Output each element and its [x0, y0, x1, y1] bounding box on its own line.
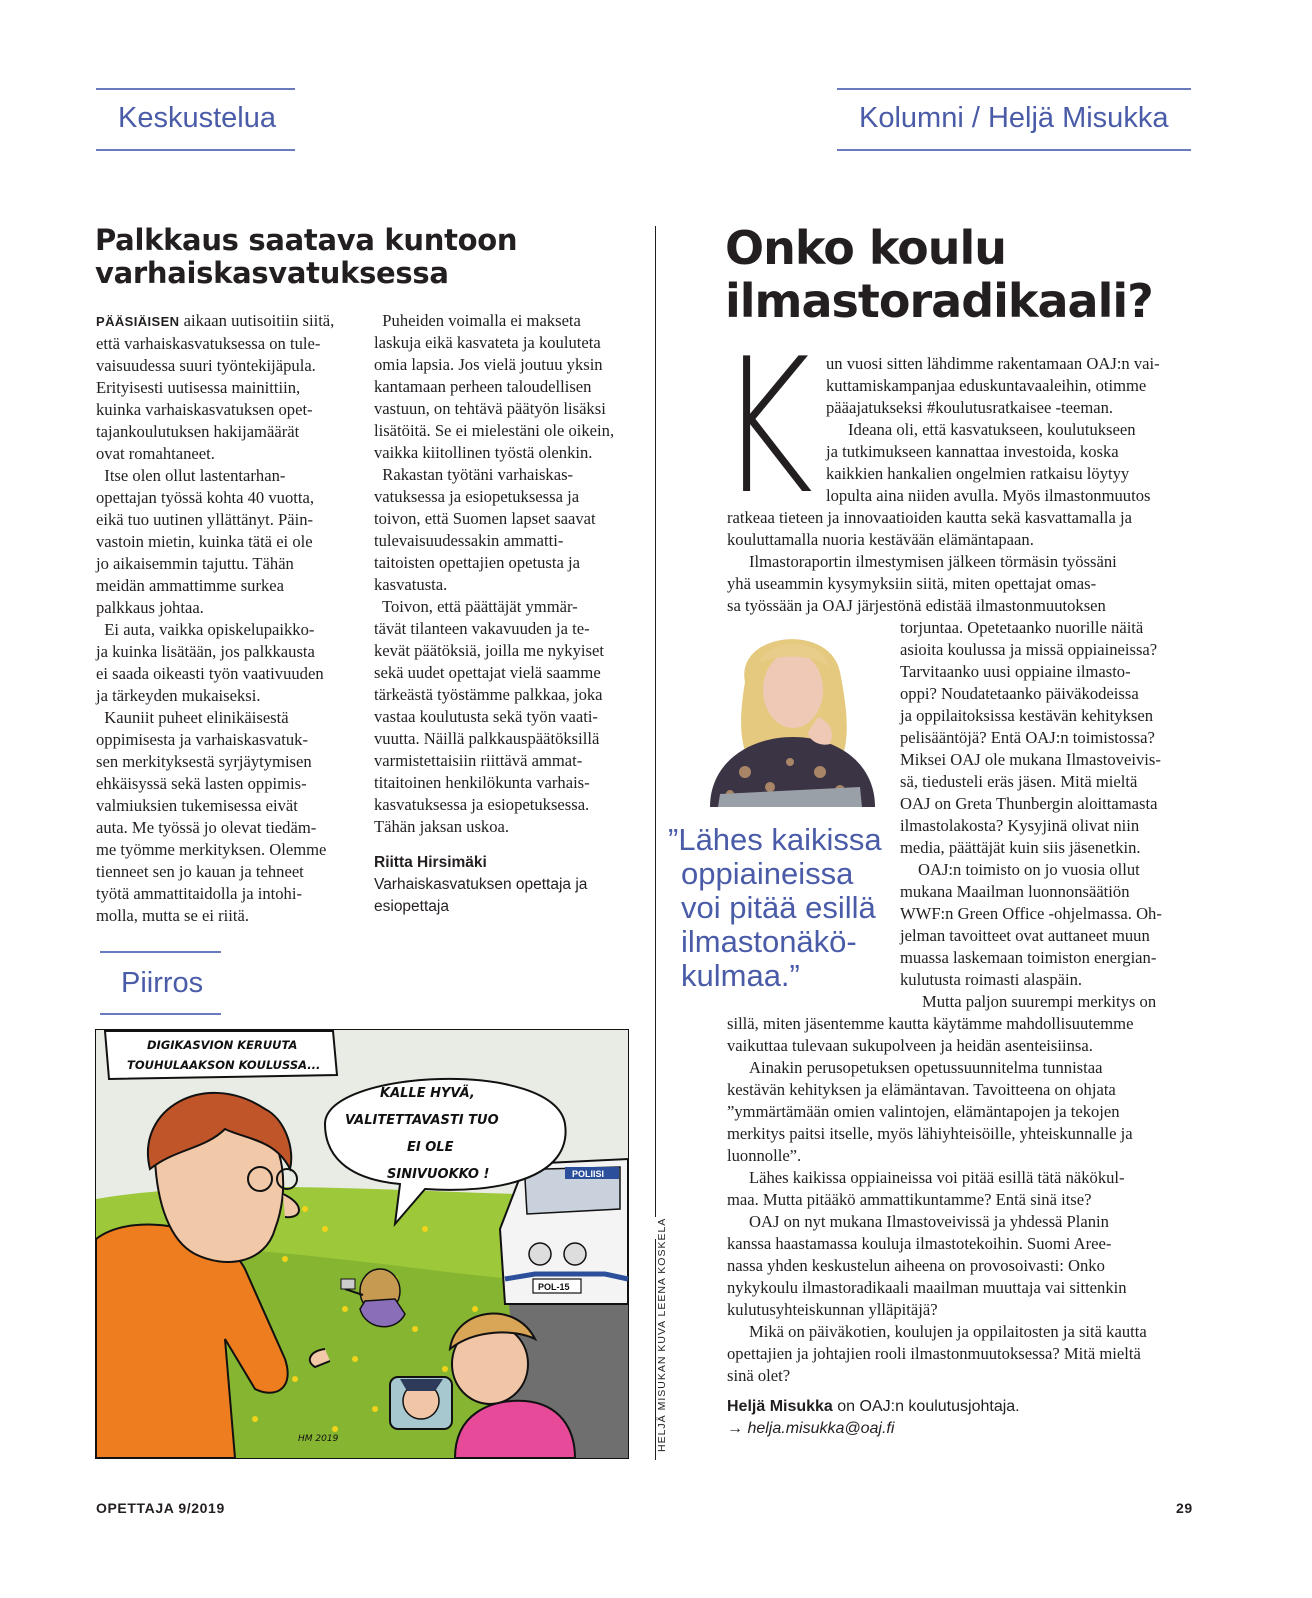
- column-text-line: kulutusta roimasti alaspäin.: [900, 970, 1083, 989]
- text-line: [96, 641, 358, 663]
- column-author-name: Heljä Misukka: [727, 1398, 833, 1415]
- line-text: ja tärkeyden mukaiseksi.: [96, 686, 261, 705]
- line-text: ovat romahtaneet.: [96, 444, 215, 463]
- column-text-line: ilmastolakosta? Kysyjinä olivat niin: [900, 816, 1140, 835]
- line-text: toivon, että Suomen lapset saavat: [374, 509, 596, 528]
- text-line: [96, 619, 358, 641]
- text-line: [96, 883, 358, 905]
- line-text: kasvatuksessa ja esiopetuksessa.: [374, 795, 590, 814]
- text-line: [374, 662, 642, 684]
- text-line: [374, 684, 642, 706]
- section-label-kolumni: Kolumni / Heljä Misukka: [859, 102, 1169, 134]
- line-text: eikä tuo uutinen yllättänyt. Päin-: [96, 510, 314, 529]
- line-text: vatuksessa ja esiopetuksessa ja: [374, 487, 580, 506]
- line-text: vastoin mietin, kuinka tätä ei ole: [96, 532, 313, 551]
- text-line: [96, 531, 358, 553]
- text-line: [374, 750, 642, 772]
- column-text-line: Tarvitaanko uusi oppiaine ilmasto-: [900, 662, 1131, 681]
- column-title-line2: ilmastoradikaali?: [725, 274, 1153, 328]
- text-line: [374, 530, 642, 552]
- line-text: ja kuinka lisätään, jos palkkausta: [96, 642, 315, 661]
- quote-line-5: kulmaa.”: [681, 958, 800, 993]
- text-line: [374, 464, 642, 486]
- column-text-line: sä, tiedusteli eräs jäsen. Mitä mieltä: [900, 772, 1138, 791]
- line-text: aikaan uutisoitiin siitä,: [179, 311, 335, 330]
- text-line: [374, 596, 642, 618]
- text-line: [374, 772, 642, 794]
- text-line: [374, 486, 642, 508]
- column-text-line: yhä useammin kysymyksiin siitä, miten opettajat omas-: [727, 574, 1097, 593]
- line-text: oppimisesta ja varhaiskasvatuk-: [96, 730, 308, 749]
- column-text-line: oppi? Noudatetaanko päiväkodeissa: [900, 684, 1139, 703]
- quote-line-2: oppiaineissa: [681, 856, 854, 891]
- line-text: meidän ammattimme surkea: [96, 576, 285, 595]
- letter-author: Riitta Hirsimäki: [374, 854, 487, 871]
- column-text-line: torjuntaa. Opetetaanko nuorille näitä: [900, 618, 1144, 637]
- pull-quote: [668, 823, 882, 993]
- text-line: [96, 487, 358, 509]
- letter-title-line2: varhaiskasvatuksessa: [95, 256, 449, 290]
- line-text: tulevaisuudessakin ammatti-: [374, 531, 564, 550]
- column-text-line: nykykoulu ilmastoradikaali maailman muuttaja vai sittenkin: [727, 1278, 1127, 1297]
- column-text-line: kanssa haastamassa kouluja ilmastotekoihin. Suomi Aree-: [727, 1234, 1112, 1253]
- column-text-line: sinä olet?: [727, 1366, 791, 1385]
- text-line: [374, 508, 642, 530]
- line-text: sen merkityksestä syrjäytymisen: [96, 752, 312, 771]
- line-text: lisätöitä. Se ei mielestäni ole oikein,: [374, 421, 615, 440]
- drop-cap: K: [718, 318, 814, 535]
- line-text: ei saada oikeasti työn vaativuuden: [96, 664, 324, 683]
- column-text-line: kouluttamalla nuoria kestävään elämäntapaan.: [727, 530, 1034, 549]
- letter-title: [95, 224, 517, 290]
- column-text-line: asioita koulussa ja missä oppiaineissa?: [900, 640, 1158, 659]
- column-text-line: Lähes kaikissa oppiaineissa voi pitää esillä tätä näkökul-: [749, 1168, 1125, 1187]
- text-line: [96, 773, 358, 795]
- piirros-top-rule: [100, 951, 221, 953]
- column-text-line: mukana Maailman luonnonsäätiön: [900, 882, 1130, 901]
- text-line: [374, 794, 642, 816]
- column-text-line: kestävän kehityksen ja elämäntavan. Tavoitteena on ohjata: [727, 1080, 1116, 1099]
- column-text-line: pelisääntöjä? Entä OAJ:n toimistossa?: [900, 728, 1155, 747]
- line-text: taitoisten opettajien opetusta ja: [374, 553, 580, 572]
- photo-credit-rule: [655, 1217, 656, 1239]
- line-text: Puheiden voimalla ei makseta: [374, 311, 581, 330]
- column-text-line: maa. Mutta pitääkö ammattikuntamme? Entä sinä itse?: [727, 1190, 1092, 1209]
- section-label-keskustelua: Keskustelua: [118, 102, 276, 134]
- text-line: [96, 905, 358, 927]
- text-line: [374, 618, 642, 640]
- bubble-line-3: EI OLE: [407, 1140, 454, 1155]
- cartoon-caption-line2: TOUHULAAKSON KOULUSSA...: [127, 1058, 321, 1072]
- text-line: [96, 465, 358, 487]
- column-text-line: muassa laskemaan toimiston energian-: [900, 948, 1157, 967]
- column-text-line: un vuosi sitten lähdimme rakentamaan OAJ:n vai-: [826, 354, 1160, 373]
- line-text: tienneet sen jo kauan ja tehneet: [96, 862, 304, 881]
- line-text: työtä ammattitaidolla ja intohi-: [96, 884, 302, 903]
- column-text-line: luonnolle”.: [727, 1146, 802, 1165]
- line-text: Rakastan työtäni varhaiskas-: [374, 465, 574, 484]
- quote-line-3: voi pitää esillä: [681, 890, 876, 925]
- text-line: [374, 332, 642, 354]
- column-text-line: ja tutkimukseen kannattaa investoida, koska: [826, 442, 1119, 461]
- author-portrait: [690, 622, 890, 807]
- line-text: molla, mutta se ei riitä.: [96, 906, 249, 925]
- column-text-line: media, päättäjät kuin siis jäsenetkin.: [900, 838, 1141, 857]
- line-text: Itse olen ollut lastentarhan-: [96, 466, 286, 485]
- column-text-line: ja oppilaitoksissa kestävän kehityksen: [900, 706, 1154, 725]
- text-line: [374, 728, 642, 750]
- line-text: Tähän jaksan uskoa.: [374, 817, 510, 836]
- text-line: [374, 354, 642, 376]
- line-text: vastuun, on tehtävä päätyön lisäksi: [374, 399, 606, 418]
- text-line: [96, 707, 358, 729]
- kolumni-bottom-rule: [837, 149, 1191, 151]
- column-text-line: OAJ on Greta Thunbergin aloittamasta: [900, 794, 1158, 813]
- footer-page-number: 29: [1176, 1500, 1193, 1516]
- kolumni-top-rule: [837, 88, 1191, 90]
- line-text: titaitoinen henkilökunta varhais-: [374, 773, 590, 792]
- text-line: [96, 795, 358, 817]
- column-title-line1: Onko koulu: [725, 221, 1007, 275]
- text-line: [374, 640, 642, 662]
- column-text-line: pääajatukseksi #koulutusratkaisee -teeman.: [826, 398, 1114, 417]
- keskustelua-bottom-rule: [96, 149, 295, 151]
- text-line: [96, 729, 358, 751]
- column-text-line: vaikuttaa tulevaan sukupolveen ja heidän asenteisiinsa.: [727, 1036, 1093, 1055]
- bubble-line-4: SINIVUOKKO !: [387, 1167, 490, 1182]
- line-text: Ei auta, vaikka opiskelupaikko-: [96, 620, 315, 639]
- text-line: [374, 442, 642, 464]
- text-line: [96, 355, 358, 377]
- car-plate: POL-15: [538, 1282, 570, 1292]
- text-line: [96, 310, 358, 333]
- letter-column-1: [96, 310, 358, 927]
- column-text-line: lopulta aina niiden avulla. Myös ilmastonmuutos: [826, 486, 1151, 505]
- column-text-line: OAJ on nyt mukana Ilmastoveivissä ja yhdessä Planin: [749, 1212, 1109, 1231]
- letter-signature: [374, 852, 587, 918]
- column-text-line: Mutta paljon suurempi merkitys on: [922, 992, 1157, 1011]
- column-text-line: WWF:n Green Office -ohjelmassa. Oh-: [900, 904, 1162, 923]
- letter-column-2: [374, 310, 642, 838]
- line-text: tajankoulutuksen hakijamäärät: [96, 422, 300, 441]
- cartoon-caption-line1: DIGIKASVION KERUUTA: [147, 1038, 298, 1052]
- text-line: [96, 663, 358, 685]
- letter-title-line1: Palkkaus saatava kuntoon: [95, 223, 518, 257]
- quote-line-1: ”Lähes kaikissa: [668, 822, 882, 857]
- column-text-line: Ainakin perusopetuksen opetussuunnitelma tunnistaa: [749, 1058, 1103, 1077]
- letter-author-title-2: esiopettaja: [374, 898, 449, 915]
- bubble-line-2: VALITETTAVASTI TUO: [345, 1113, 499, 1128]
- text-line: [96, 597, 358, 619]
- author-email-link[interactable]: → helja.misukka@oaj.fi: [727, 1420, 895, 1437]
- line-text: vuutta. Näillä palkkauspäätöksillä: [374, 729, 600, 748]
- column-text-line: ”ymmärtämään omien valintojen, elämäntapojen ja tekojen: [727, 1102, 1120, 1121]
- column-text-line: kuttamiskampanjaa eduskuntavaaleihin, otimme: [826, 376, 1147, 395]
- cartoon-caption-box: [105, 1031, 337, 1079]
- column-text-line: Ilmastoraportin ilmestymisen jälkeen törmäsin työssäni: [749, 552, 1117, 571]
- line-text: kantamaan perheen taloudellisen: [374, 377, 592, 396]
- text-line: [96, 377, 358, 399]
- text-line: [374, 376, 642, 398]
- text-line: [96, 751, 358, 773]
- lead-word: PÄÄSIÄISEN: [96, 314, 180, 329]
- line-text: Kauniit puheet elinikäisestä: [96, 708, 289, 727]
- line-text: me työmme merkityksen. Olemme: [96, 840, 327, 859]
- text-line: [96, 421, 358, 443]
- line-text: Toivon, että päättäjät ymmär-: [374, 597, 578, 616]
- column-text-line: merkitys paitsi itselle, myös lähiyhteisöille, yhteiskunnalle ja: [727, 1124, 1133, 1143]
- piirros-bottom-rule: [100, 1013, 221, 1015]
- quote-line-4: ilmastonäkö-: [681, 924, 857, 959]
- text-line: [96, 817, 358, 839]
- cartoon-signature: HM 2019: [298, 1434, 339, 1444]
- line-text: tärkeästä työstämme palkkaa, joka: [374, 685, 603, 704]
- line-text: omia lapsia. Jos vielä joutuu yksin: [374, 355, 603, 374]
- line-text: jo aikaisemmin tajuttu. Tähän: [96, 554, 294, 573]
- text-line: [374, 816, 642, 838]
- line-text: kasvatusta.: [374, 575, 448, 594]
- text-line: [96, 685, 358, 707]
- cartoon-illustration: [95, 1029, 629, 1459]
- text-line: [374, 310, 642, 332]
- line-text: valmiuksien tukemisessa eivät: [96, 796, 298, 815]
- text-line: [374, 552, 642, 574]
- text-line: [96, 861, 358, 883]
- column-text-line: sa työssään ja OAJ järjestönä edistää ilmastonmuutoksen: [727, 596, 1106, 615]
- column-text-line: OAJ:n toimisto on jo vuosia ollut: [918, 860, 1140, 879]
- text-line: [96, 839, 358, 861]
- text-line: [96, 399, 358, 421]
- car-label: POLIISI: [572, 1169, 605, 1179]
- line-text: että varhaiskasvatuksessa on tule-: [96, 334, 321, 353]
- column-text-line: nassa yhden keskustelun aiheena on provosoivasti: Onko: [727, 1256, 1105, 1275]
- line-text: laskuja eikä kasvateta ja kouluteta: [374, 333, 601, 352]
- text-line: [374, 706, 642, 728]
- column-text-line: Ideana oli, että kasvatukseen, koulutukseen: [848, 420, 1136, 439]
- line-text: kevät päätöksiä, joilla me nykyiset: [374, 641, 604, 660]
- column-text-line: kaikkien hankalien ongelmien ratkaisu löytyy: [826, 464, 1130, 483]
- line-text: tävät tilanteen vakavuuden ja te-: [374, 619, 590, 638]
- column-text-line: opettajien ja johtajien rooli ilmastonmuutoksessa? Mitä mieltä: [727, 1344, 1141, 1363]
- text-line: [96, 509, 358, 531]
- line-text: kuinka varhaiskasvatuksen opet-: [96, 400, 313, 419]
- column-text-line: ratkeaa tieteen ja innovaatioiden kautta sekä kasvattamalla ja: [727, 508, 1132, 527]
- text-line: [96, 443, 358, 465]
- column-text-line: Mikä on päiväkotien, koulujen ja oppilaitosten ja sitä kautta: [749, 1322, 1147, 1341]
- line-text: varmistettaisiin riittävä ammat-: [374, 751, 583, 770]
- column-text-line: sillä, miten jäsentemme kautta käytämme mahdollisuutemme: [727, 1014, 1134, 1033]
- section-label-piirros: Piirros: [121, 967, 204, 999]
- line-text: vaikka kiitollinen työstä olenkin.: [374, 443, 593, 462]
- column-title: [725, 222, 1153, 328]
- text-line: [374, 398, 642, 420]
- line-text: vaisuudessa suuri työntekijäpula.: [96, 356, 316, 375]
- text-line: [374, 420, 642, 442]
- letter-author-title-1: Varhaiskasvatuksen opettaja ja: [374, 876, 588, 893]
- column-text-line: Miksei OAJ ole mukana Ilmastoveivis-: [900, 750, 1161, 769]
- photo-credit: HELJÄ MISUKAN KUVA LEENA KOSKELA: [656, 1217, 668, 1452]
- text-line: [96, 333, 358, 355]
- footer-magazine: OPETTAJA 9/2019: [96, 1500, 225, 1516]
- bubble-line-1: KALLE HYVÄ,: [380, 1086, 475, 1101]
- line-text: ehkäisyssä sekä lasten oppimis-: [96, 774, 307, 793]
- line-text: opettajan työssä kohta 40 vuotta,: [96, 488, 314, 507]
- text-line: [96, 575, 358, 597]
- line-text: sekä uudet opettajat vielä saamme: [374, 663, 601, 682]
- line-text: vastaa koulutusta sekä työn vaati-: [374, 707, 598, 726]
- keskustelua-top-rule: [96, 88, 295, 90]
- column-author-role: on OAJ:n koulutusjohtaja.: [832, 1398, 1020, 1415]
- line-text: palkkaus johtaa.: [96, 598, 204, 617]
- line-text: auta. Me työssä jo olevat tiedäm-: [96, 818, 317, 837]
- line-text: Erityisesti uutisessa mainittiin,: [96, 378, 301, 397]
- text-line: [96, 553, 358, 575]
- column-text-line: jelman tavoitteet ovat auttaneet muun: [900, 926, 1150, 945]
- column-text-line: kulutusyhteiskunnan ylläpitäjä?: [727, 1300, 938, 1319]
- column-signature: [727, 1396, 1020, 1440]
- text-line: [374, 574, 642, 596]
